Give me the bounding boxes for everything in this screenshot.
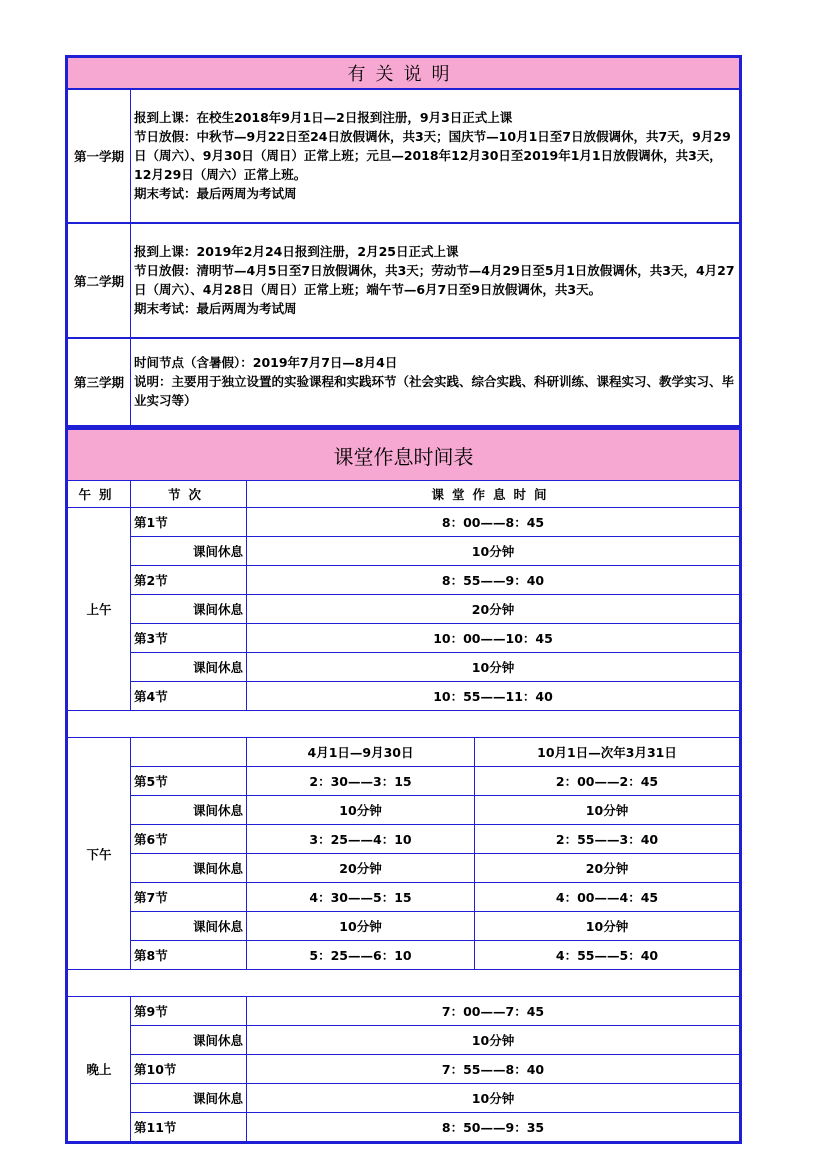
break-label: 课间休息 — [131, 1084, 247, 1113]
break-label: 课间休息 — [131, 595, 247, 624]
time-cell: 8：00——8：45 — [247, 508, 741, 537]
term-line: 说明：主要用于独立设置的实验课程和实践环节（社会实践、综合实践、科研训练、课程实习、教学实习、毕业实习等） — [134, 373, 735, 408]
period-label-afternoon: 下午 — [67, 738, 131, 970]
time-cell: 4：00——4：45 — [475, 883, 741, 912]
term-text — [131, 89, 741, 223]
session-label: 第6节 — [131, 825, 247, 854]
time-cell: 4：30——5：15 — [247, 883, 475, 912]
period-label-morning: 上午 — [67, 508, 131, 711]
session-label: 第1节 — [131, 508, 247, 537]
time-cell: 20分钟 — [247, 595, 741, 624]
term-text — [131, 223, 741, 338]
time-cell: 10分钟 — [247, 537, 741, 566]
session-label: 第4节 — [131, 682, 247, 711]
season-header-winter: 10月1日—次年3月31日 — [475, 738, 741, 767]
document-sheet — [65, 55, 742, 1144]
break-label: 课间休息 — [131, 653, 247, 682]
time-cell: 8：50——9：35 — [247, 1113, 741, 1143]
session-label: 第9节 — [131, 997, 247, 1026]
time-cell: 8：55——9：40 — [247, 566, 741, 595]
notes-table — [65, 55, 742, 427]
break-label: 课间休息 — [131, 912, 247, 941]
break-label: 课间休息 — [131, 854, 247, 883]
time-cell: 7：55——8：40 — [247, 1055, 741, 1084]
break-label: 课间休息 — [131, 796, 247, 825]
season-header-summer: 4月1日—9月30日 — [247, 738, 475, 767]
time-cell: 20分钟 — [475, 854, 741, 883]
term-line: 节日放假：清明节—4月5日至7日放假调休，共3天；劳动节—4月29日至5月1日放假调休，共3天，4月27日（周六）、4月28日（周日）正常上班；端午节—6月7日至9日放假调休，共3天。 — [134, 262, 735, 297]
session-label: 第5节 — [131, 767, 247, 796]
term-row — [67, 338, 741, 426]
term-text — [131, 338, 741, 426]
header-period: 午别 — [67, 481, 131, 508]
schedule-title: 课堂作息时间表 — [67, 429, 741, 481]
spacer-row — [67, 970, 741, 997]
term-line: 节日放假：中秋节—9月22日至24日放假调休，共3天；国庆节—10月1日至7日放假调休，共7天，9月29日（周六）、9月30日（周日）正常上班；元旦—2018年12月30日至2019年1月1日放假调休，共3天，12月29日（周六）正常上班。 — [134, 128, 731, 182]
notes-title: 有关说明 — [67, 57, 741, 90]
term-label: 第一学期 — [67, 89, 131, 223]
session-label: 第11节 — [131, 1113, 247, 1143]
time-cell: 10分钟 — [247, 1026, 741, 1055]
session-label: 第7节 — [131, 883, 247, 912]
empty-cell — [131, 738, 247, 767]
term-line: 时间节点（含暑假）：2019年7月7日—8月4日 — [134, 354, 398, 370]
header-session: 节次 — [131, 481, 247, 508]
session-label: 第2节 — [131, 566, 247, 595]
term-row — [67, 89, 741, 223]
term-label: 第三学期 — [67, 338, 131, 426]
time-cell: 10分钟 — [475, 912, 741, 941]
time-cell: 10分钟 — [247, 653, 741, 682]
session-label: 第10节 — [131, 1055, 247, 1084]
term-line: 报到上课：在校生2018年9月1日—2日报到注册，9月3日正式上课 — [134, 109, 513, 125]
time-cell: 10：55——11：40 — [247, 682, 741, 711]
header-time: 课堂作息时间 — [247, 481, 741, 508]
time-cell: 10：00——10：45 — [247, 624, 741, 653]
time-cell: 10分钟 — [475, 796, 741, 825]
term-line: 期末考试：最后两周为考试周 — [134, 300, 297, 316]
time-cell: 2：00——2：45 — [475, 767, 741, 796]
time-cell: 20分钟 — [247, 854, 475, 883]
time-cell: 10分钟 — [247, 796, 475, 825]
spacer-row — [67, 711, 741, 738]
time-cell: 4：55——5：40 — [475, 941, 741, 970]
term-label: 第二学期 — [67, 223, 131, 338]
time-cell: 2：55——3：40 — [475, 825, 741, 854]
session-label: 第3节 — [131, 624, 247, 653]
time-cell: 10分钟 — [247, 912, 475, 941]
break-label: 课间休息 — [131, 537, 247, 566]
period-label-evening: 晚上 — [67, 997, 131, 1143]
time-cell: 2：30——3：15 — [247, 767, 475, 796]
time-cell: 10分钟 — [247, 1084, 741, 1113]
session-label: 第8节 — [131, 941, 247, 970]
term-line: 报到上课：2019年2月24日报到注册，2月25日正式上课 — [134, 243, 459, 259]
term-line: 期末考试：最后两周为考试周 — [134, 185, 297, 201]
break-label: 课间休息 — [131, 1026, 247, 1055]
term-row — [67, 223, 741, 338]
time-cell: 3：25——4：10 — [247, 825, 475, 854]
schedule-table — [65, 427, 742, 1144]
time-cell: 5：25——6：10 — [247, 941, 475, 970]
time-cell: 7：00——7：45 — [247, 997, 741, 1026]
